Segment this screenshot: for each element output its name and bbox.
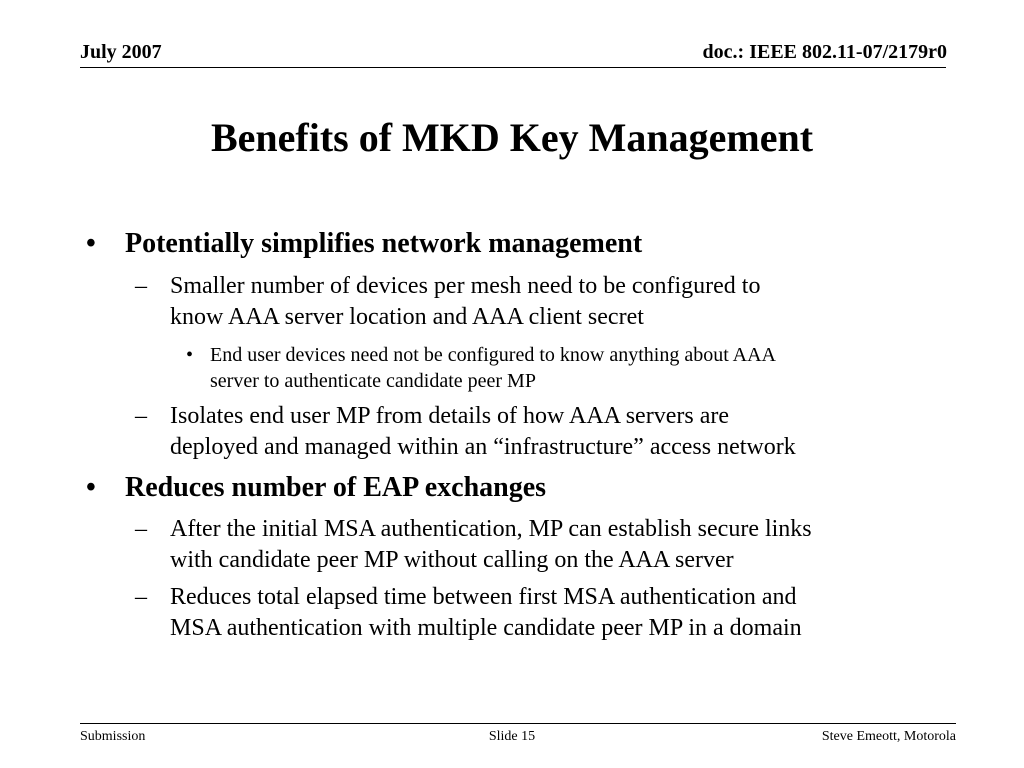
sub-1-1-1-line-2: server to authenticate candidate peer MP [210,370,536,392]
bullet-marker: • [86,228,96,259]
sub-1-2-line-2: deployed and managed within an “infrastructure” access network [170,434,796,460]
bullet-1-text: Potentially simplifies network management [125,228,643,259]
header-doc-id: doc.: IEEE 802.11-07/2179r0 [702,41,947,63]
dash-marker: – [135,273,147,299]
header-date: July 2007 [80,41,162,63]
sub-1-1-1-line-1: End user devices need not be configured to know anything about AAA [210,344,776,366]
footer-divider [80,723,956,724]
slide-title: Benefits of MKD Key Management [210,115,814,160]
footer-submission: Submission [80,729,146,744]
footer-author: Steve Emeott, Motorola [821,729,956,744]
dash-marker: – [135,403,147,429]
bullet-marker-small: • [186,344,194,366]
sub-1-2-line-1: Isolates end user MP from details of how AAA servers are [170,403,729,429]
dash-marker: – [135,516,147,542]
sub-2-2-line-2: MSA authentication with multiple candidate peer MP in a domain [170,615,802,641]
footer-slide-number: Slide 15 [488,729,536,744]
bullet-2-text: Reduces number of EAP exchanges [125,472,547,503]
sub-2-1-line-2: with candidate peer MP without calling on the AAA server [170,547,734,573]
sub-2-1-line-1: After the initial MSA authentication, MP can establish secure links [170,516,812,542]
dash-marker: – [135,584,147,610]
sub-1-1-line-1: Smaller number of devices per mesh need to be configured to [170,273,761,299]
sub-1-1-line-2: know AAA server location and AAA client secret [170,304,644,330]
bullet-marker: • [86,472,96,503]
sub-2-2-line-1: Reduces total elapsed time between first MSA authentication and [170,584,797,610]
header-divider [80,67,946,68]
